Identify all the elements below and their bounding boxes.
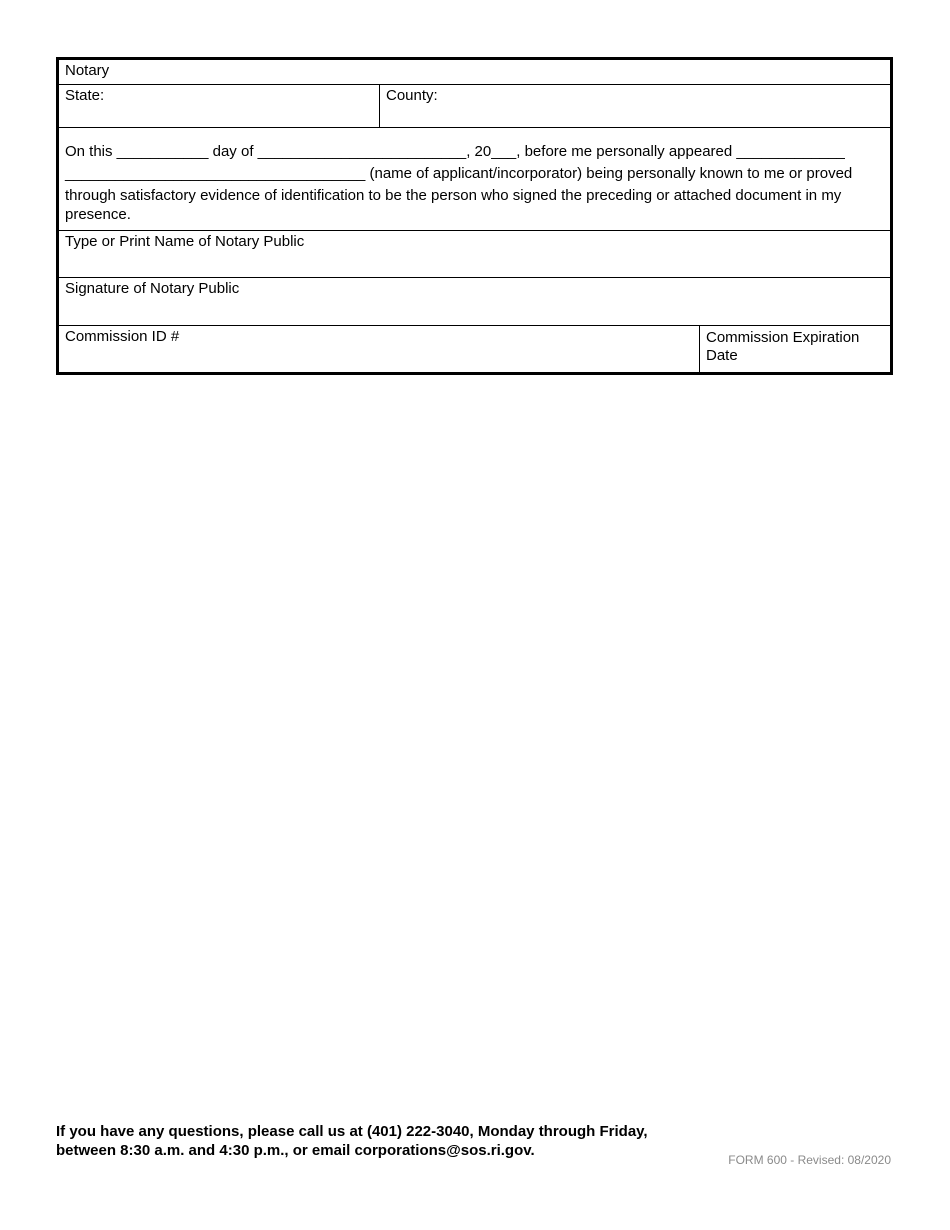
notary-print-name-label: Type or Print Name of Notary Public bbox=[65, 233, 305, 250]
statement-line-3: through satisfactory evidence of identification to be the person who signed the preceding or attached document in my presence. bbox=[65, 187, 842, 223]
county-field[interactable] bbox=[380, 85, 890, 127]
state-county-row bbox=[59, 84, 890, 127]
commission-expiration-label: Commission Expiration Date bbox=[706, 329, 860, 364]
notary-signature-field[interactable] bbox=[59, 277, 890, 325]
commission-expiration-field[interactable] bbox=[700, 326, 890, 372]
county-label: County: bbox=[386, 87, 438, 104]
notary-signature-label: Signature of Notary Public bbox=[65, 280, 240, 297]
notary-title: Notary bbox=[65, 62, 110, 79]
statement-line-2: ____________________________________ (name of applicant/incorporator) being personally known to me or proved bbox=[65, 165, 853, 182]
notary-section bbox=[56, 57, 893, 375]
notary-print-name-field[interactable] bbox=[59, 230, 890, 277]
state-label: State: bbox=[65, 87, 105, 104]
contact-line-2: between 8:30 a.m. and 4:30 p.m., or email corporations@sos.ri.gov. bbox=[56, 1142, 535, 1159]
notary-title-row bbox=[59, 60, 890, 84]
state-field[interactable] bbox=[59, 85, 380, 127]
contact-line-1: If you have any questions, please call us at (401) 222-3040, Monday through Friday, bbox=[56, 1123, 648, 1140]
commission-id-field[interactable] bbox=[59, 326, 700, 372]
statement-line-1: On this ___________ day of _________________________, 20___, before me personally appeared _____________ bbox=[65, 143, 845, 160]
commission-id-label: Commission ID # bbox=[65, 328, 180, 345]
notary-statement bbox=[59, 127, 890, 230]
form-revision-label: FORM 600 - Revised: 08/2020 bbox=[728, 1153, 891, 1167]
contact-note bbox=[56, 1122, 736, 1160]
commission-row bbox=[59, 325, 890, 372]
